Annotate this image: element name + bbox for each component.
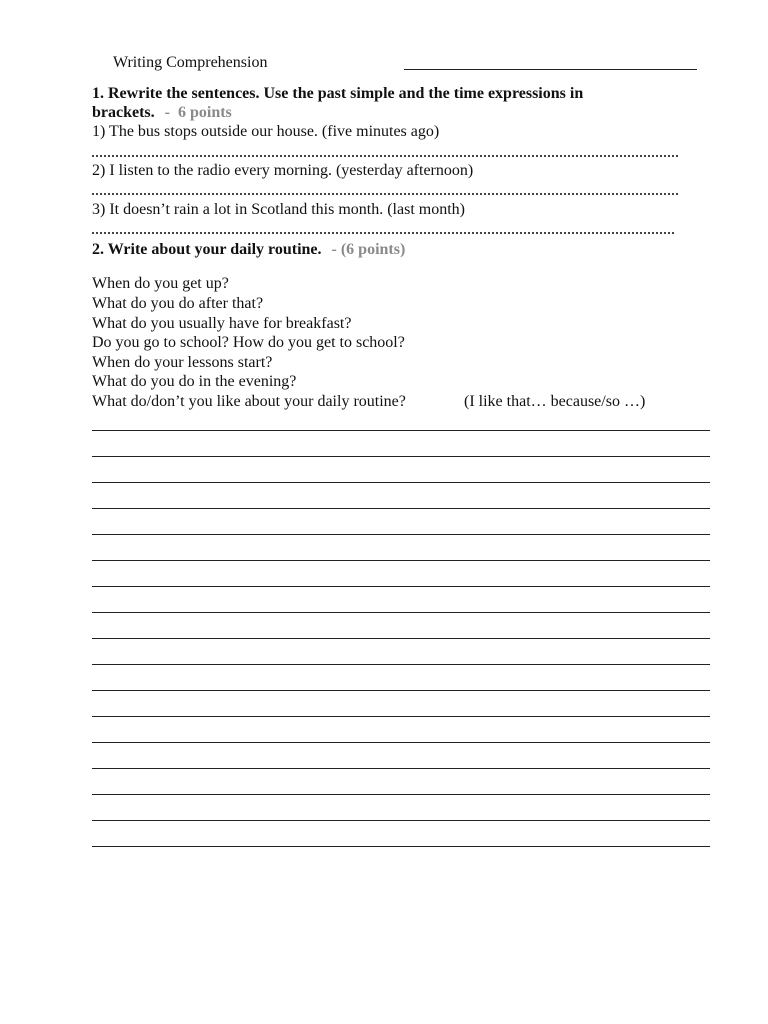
question-2: What do you do after that? (92, 295, 264, 312)
section2-heading-row (92, 240, 405, 259)
writing-line-9[interactable] (92, 638, 710, 639)
section1-heading: 1. Rewrite the sentences. Use the past simple and the time expressions in (92, 85, 584, 102)
writing-line-4[interactable] (92, 508, 710, 509)
section1-heading-cont (92, 103, 232, 122)
question-6: What do you do in the evening? (92, 373, 297, 390)
writing-line-3[interactable] (92, 482, 710, 483)
writing-line-14[interactable] (92, 768, 710, 769)
writing-line-15[interactable] (92, 794, 710, 795)
writing-line-12[interactable] (92, 716, 710, 717)
writing-line-17[interactable] (92, 846, 710, 847)
writing-line-7[interactable] (92, 586, 710, 587)
section1-heading-line2: brackets. (92, 104, 155, 121)
writing-line-11[interactable] (92, 690, 710, 691)
question-3: What do you usually have for breakfast? (92, 315, 352, 332)
section2-heading: 2. Write about your daily routine. (92, 241, 322, 258)
name-line[interactable] (404, 69, 697, 70)
question-4: Do you go to school? How do you get to school? (92, 334, 405, 351)
section1-dash: - (164, 104, 170, 121)
writing-line-5[interactable] (92, 534, 710, 535)
answer-line-2[interactable] (92, 193, 678, 195)
exercise-item-1: 1) The bus stops outside our house. (five minutes ago) (92, 123, 440, 140)
answer-hint: (I like that… because/so …) (464, 393, 646, 410)
question-5: When do your lessons start? (92, 354, 273, 371)
writing-line-13[interactable] (92, 742, 710, 743)
writing-line-10[interactable] (92, 664, 710, 665)
writing-line-2[interactable] (92, 456, 710, 457)
writing-line-6[interactable] (92, 560, 710, 561)
writing-line-16[interactable] (92, 820, 710, 821)
writing-line-1[interactable] (92, 430, 710, 431)
exercise-item-2: 2) I listen to the radio every morning. (yesterday afternoon) (92, 162, 474, 179)
answer-line-3[interactable] (92, 232, 674, 234)
section1-points: 6 points (177, 104, 232, 121)
answer-line-1[interactable] (92, 155, 678, 157)
section2-points: - (6 points) (331, 241, 406, 258)
exercise-item-3: 3) It doesn’t rain a lot in Scotland this month. (last month) (92, 201, 465, 218)
question-1: When do you get up? (92, 275, 229, 292)
writing-line-8[interactable] (92, 612, 710, 613)
question-7: What do/don’t you like about your daily routine? (92, 393, 406, 410)
worksheet-title: Writing Comprehension (113, 54, 268, 71)
